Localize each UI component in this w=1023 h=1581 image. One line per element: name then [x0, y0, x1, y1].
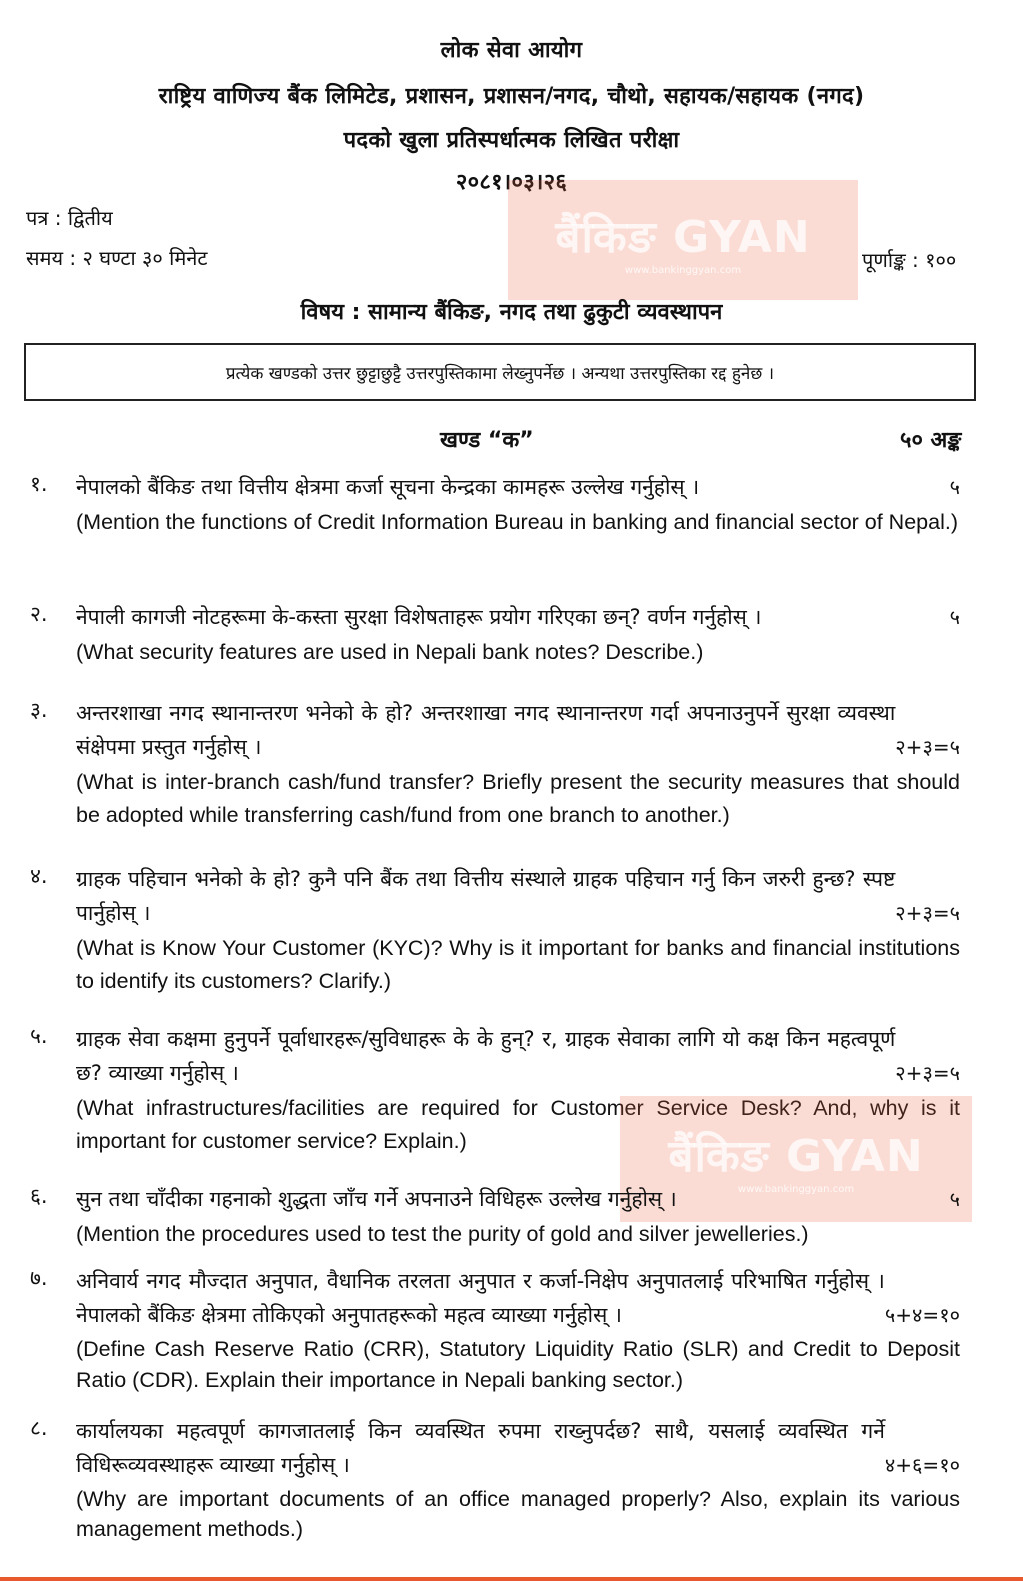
question-marks: २+३=५: [895, 735, 960, 759]
full-marks-label: पूर्णाङ्क : १००: [862, 248, 957, 272]
section-marks: ५० अङ्क: [900, 428, 962, 453]
question-text-nepali: कार्यालयका महत्वपूर्ण कागजातलाई किन व्यवस्थित रुपमा राख्नुपर्दछ? साथै, यसलाई व्यवस्थित गर्ने विधिरूव्यवस्थाहरू व्याख्या गर्नुहोस् ।: [76, 1419, 885, 1477]
question-text-english: (What security features are used in Nepali bank notes? Describe.): [76, 640, 704, 664]
question-marks: ५: [949, 475, 960, 499]
exam-date: २०८१।०३।२६: [455, 170, 568, 195]
question-text-english: (What infrastructures/facilities are required for Customer Service Desk? And, why is it important for customer service? Explain.): [76, 1096, 960, 1153]
question-marks: ५+४=१०: [884, 1303, 960, 1327]
question-text-nepali: ग्राहक सेवा कक्षमा हुनुपर्ने पूर्वाधारहरू/सुविधाहरू के के हुन्? र, ग्राहक सेवाका लागि यो कक्ष किन महत्वपूर्ण छ? व्याख्या गर्नुहोस् ।: [76, 1027, 896, 1085]
question-8: [30, 1414, 960, 1544]
question-number: ५.: [30, 1024, 48, 1048]
question-text-nepali: सुन तथा चाँदीका गहनाको शुद्धता जाँच गर्ने अपनाउने विधिहरू उल्लेख गर्नुहोस् ।: [76, 1187, 677, 1211]
question-3: [30, 696, 960, 832]
watermark-brand: बैंकिङ GYAN: [555, 211, 811, 263]
question-text-english: (What is Know Your Customer (KYC)? Why is it important for banks and financial institutions to identify its customers? Clarify.): [76, 936, 960, 993]
question-marks: २+३=५: [895, 1061, 960, 1085]
question-marks: ५: [949, 1187, 960, 1211]
time-label: समय : २ घण्टा ३० मिनेट: [26, 246, 208, 270]
question-number: ८.: [30, 1416, 48, 1440]
section-title: खण्ड “क”: [440, 428, 534, 453]
question-marks: ५: [949, 605, 960, 629]
question-1: [30, 470, 960, 539]
question-number: ४.: [30, 864, 48, 888]
question-4: [30, 862, 960, 998]
watermark-logo: [508, 180, 858, 300]
question-text-nepali: नेपाली कागजी नोटहरूमा के-कस्ता सुरक्षा विशेषताहरू प्रयोग गरिएका छन्? वर्णन गर्नुहोस् ।: [76, 605, 762, 629]
question-number: १.: [30, 472, 48, 496]
exam-position-title: राष्ट्रिय वाणिज्य बैंक लिमिटेड, प्रशासन, प्रशासन/नगद, चौथो, सहायक/सहायक (नगद): [158, 84, 865, 109]
question-text-nepali: अन्तरशाखा नगद स्थानान्तरण भनेको के हो? अन्तरशाखा नगद स्थानान्तरण गर्दा अपनाउनुपर्ने सुरक्षा व्यवस्था संक्षेपमा प्रस्तुत गर्नुहोस् ।: [76, 701, 896, 759]
question-text-english: (Why are important documents of an office managed properly? Also, explain its various management methods.): [76, 1487, 960, 1541]
question-6: [30, 1182, 960, 1251]
question-text-english: (What is inter-branch cash/fund transfer? Briefly present the security measures that should be adopted while transferring cash/fund from one branch to another.): [76, 770, 960, 827]
question-number: ६.: [30, 1184, 48, 1208]
question-text-nepali: अनिवार्य नगद मौज्दात अनुपात, वैधानिक तरलता अनुपात र कर्जा-निक्षेप अनुपातलाई परिभाषित गर्नुहोस् । नेपालको बैंकिङ क्षेत्रमा तोकिएको अनुपातहरूको महत्व व्याख्या गर्नुहोस् ।: [76, 1269, 885, 1327]
question-2: [30, 600, 960, 669]
paper-label: पत्र : द्वितीय: [26, 206, 113, 230]
watermark-brand: बैंकिङ GYAN: [668, 1130, 924, 1182]
question-number: २.: [30, 602, 48, 626]
question-marks: २+३=५: [895, 901, 960, 925]
instruction-text: प्रत्येक खण्डको उत्तर छुट्टाछुट्टै उत्तरपुस्तिकामा लेख्नुपर्नेछ । अन्यथा उत्तरपुस्तिका रद्द हुनेछ ।: [225, 363, 775, 384]
commission-title: लोक सेवा आयोग: [440, 38, 583, 63]
exam-type-title: पदको खुला प्रतिस्पर्धात्मक लिखित परीक्षा: [343, 128, 680, 153]
watermark-url: www.bankinggyan.com: [624, 264, 742, 276]
question-marks: ४+६=१०: [884, 1453, 960, 1477]
question-number: ३.: [30, 698, 48, 722]
question-text-nepali: ग्राहक पहिचान भनेको के हो? कुनै पनि बैंक तथा वित्तीय संस्थाले ग्राहक पहिचान गर्नु किन जरुरी हुन्छ? स्पष्ट पार्नुहोस् ।: [76, 867, 896, 925]
instruction-box: [24, 343, 976, 401]
bottom-border: [0, 1577, 1023, 1581]
watermark-url: www.bankinggyan.com: [737, 1183, 855, 1195]
question-text-nepali: नेपालको बैंकिङ तथा वित्तीय क्षेत्रमा कर्जा सूचना केन्द्रका कामहरू उल्लेख गर्नुहोस् ।: [76, 475, 700, 499]
question-number: ७.: [30, 1266, 48, 1290]
question-text-english: (Mention the procedures used to test the purity of gold and silver jewelleries.): [76, 1222, 809, 1246]
question-text-english: (Mention the functions of Credit Information Bureau in banking and financial sector of Nepal.): [76, 510, 958, 534]
question-7: [30, 1264, 960, 1396]
subject-title: विषय : सामान्य बैंकिङ, नगद तथा ढुकुटी व्यवस्थापन: [300, 300, 723, 325]
question-text-english: (Define Cash Reserve Ratio (CRR), Statutory Liquidity Ratio (SLR) and Credit to Deposit Ratio (CDR). Explain their importance in Nepali banking sector.): [76, 1337, 960, 1392]
